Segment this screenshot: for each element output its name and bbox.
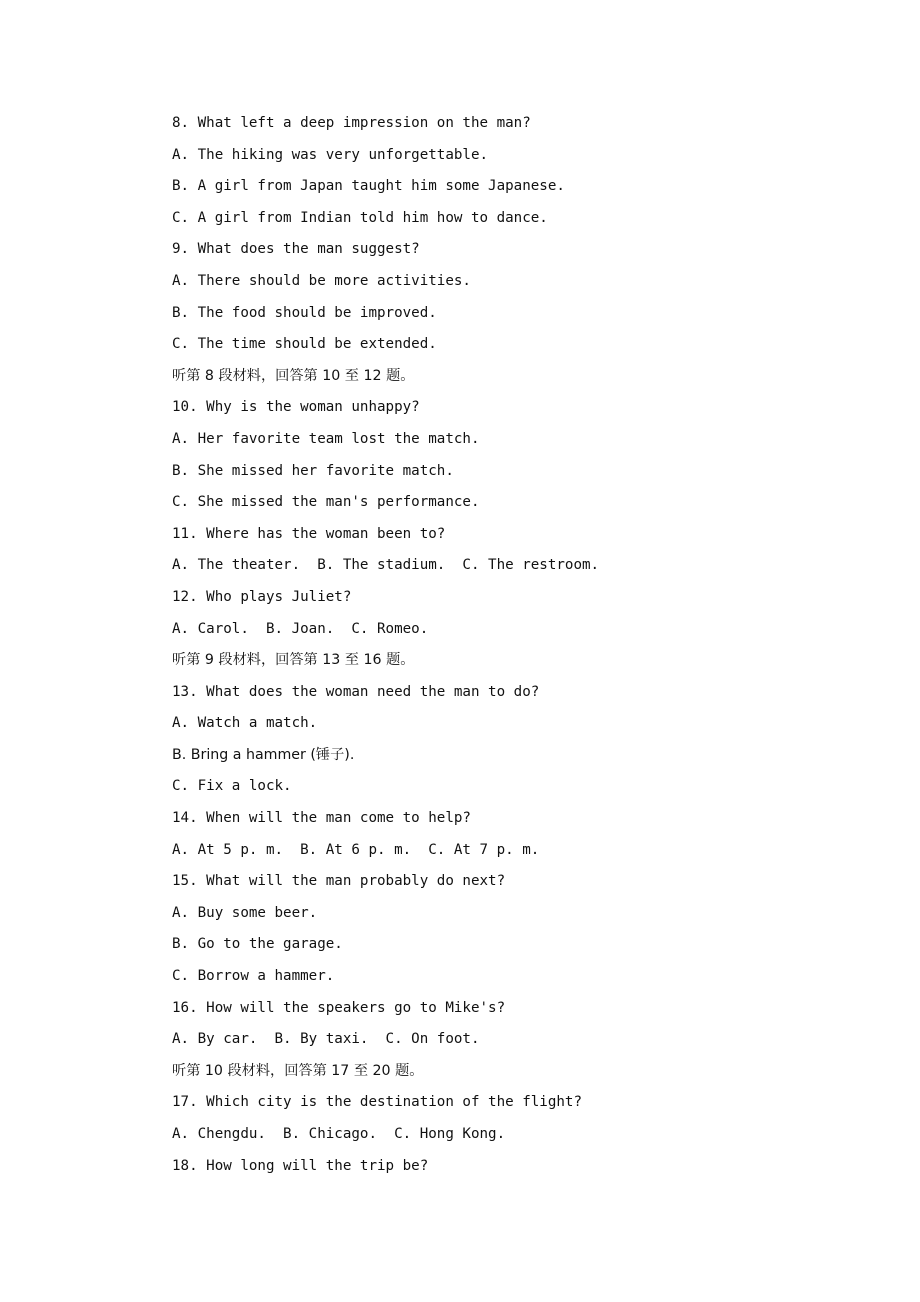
question-9: 9. What does the man suggest? — [172, 241, 420, 258]
option-10c: C. She missed the man's performance. — [172, 494, 480, 511]
question-10: 10. Why is the woman unhappy? — [172, 399, 420, 416]
option-15a: A. Buy some beer. — [172, 904, 318, 921]
option-13a: A. Watch a match. — [172, 715, 318, 732]
question-16: 16. How will the speakers go to Mike's? — [172, 999, 506, 1016]
section-heading-10: 听第 10 段材料，回答第 17 至 20 题。 — [172, 1062, 424, 1079]
section-heading-9: 听第 9 段材料，回答第 13 至 16 题。 — [172, 652, 415, 669]
option-10b: B. She missed her favorite match. — [172, 462, 454, 479]
option-9c: C. The time should be extended. — [172, 336, 437, 353]
option-8a: A. The hiking was very unforgettable. — [172, 146, 489, 163]
options-16: A. By car. B. By taxi. C. On foot. — [172, 1031, 480, 1048]
question-11: 11. Where has the woman been to? — [172, 525, 446, 542]
question-12: 12. Who plays Juliet? — [172, 588, 352, 605]
option-9a: A. There should be more activities. — [172, 272, 471, 289]
option-13b: B. Bring a hammer (锤子). — [172, 746, 355, 763]
option-10a: A. Her favorite team lost the match. — [172, 430, 480, 447]
option-9b: B. The food should be improved. — [172, 304, 437, 321]
options-12: A. Carol. B. Joan. C. Romeo. — [172, 620, 429, 637]
section-heading-8: 听第 8 段材料，回答第 10 至 12 题。 — [172, 367, 415, 384]
exam-text-body — [172, 112, 852, 1186]
option-15c: C. Borrow a hammer. — [172, 968, 335, 985]
question-13: 13. What does the woman need the man to do? — [172, 683, 540, 700]
option-15b: B. Go to the garage. — [172, 936, 343, 953]
options-11: A. The theater. B. The stadium. C. The restroom. — [172, 557, 600, 574]
question-14: 14. When will the man come to help? — [172, 810, 471, 827]
option-8c: C. A girl from Indian told him how to dance. — [172, 209, 548, 226]
question-8: 8. What left a deep impression on the man? — [172, 115, 531, 131]
options-14: A. At 5 p. m. B. At 6 p. m. C. At 7 p. m. — [172, 841, 540, 858]
option-8b: B. A girl from Japan taught him some Japanese. — [172, 178, 565, 195]
question-17: 17. Which city is the destination of the flight? — [172, 1094, 582, 1111]
question-15: 15. What will the man probably do next? — [172, 873, 506, 890]
options-17: A. Chengdu. B. Chicago. C. Hong Kong. — [172, 1126, 506, 1142]
question-18: 18. How long will the trip be? — [172, 1157, 429, 1174]
option-13c: C. Fix a lock. — [172, 778, 292, 795]
